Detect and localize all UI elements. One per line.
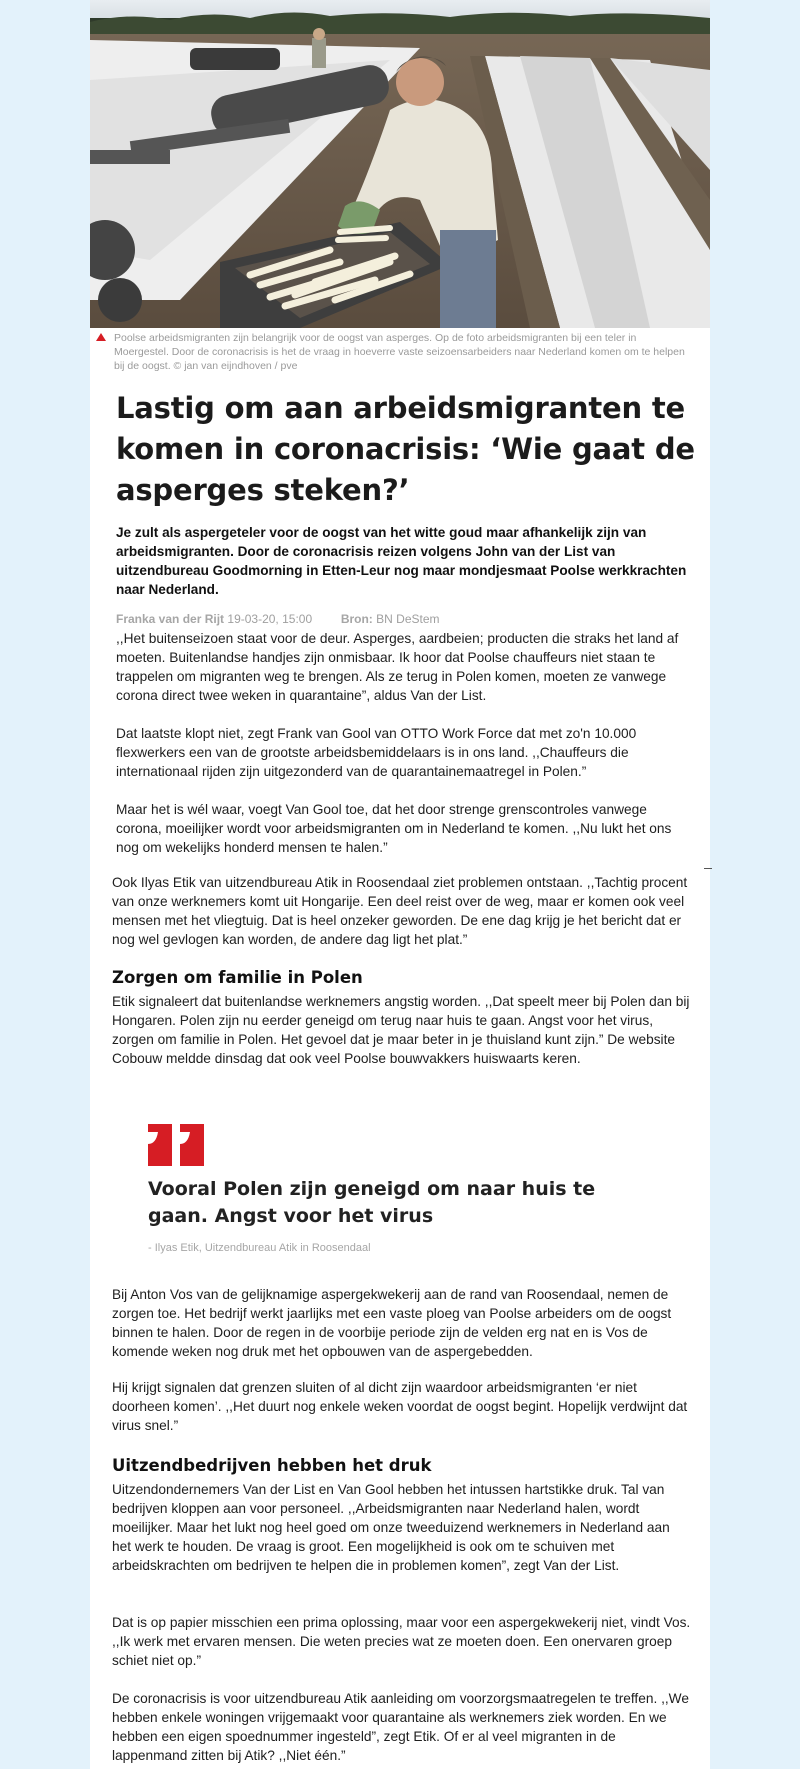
source-name: BN DeStem bbox=[376, 612, 440, 626]
paragraph: ,,Het buitenseizoen staat voor de deur. Asperges, aardbeien; producten die straks het land af moeten. Buitenlandse handjes zijn onmisbaar. Ik hoor dat Poolse chauffeurs niet staan te trappelen om migranten weg te brengen. Als ze terug in Polen komen, moeten ze vanwege corona direct twee weken in quarantaine”, aldus Van der List. bbox=[116, 631, 679, 703]
caption-triangle-icon bbox=[96, 333, 106, 341]
quote-mark-icon bbox=[148, 1124, 208, 1173]
paragraph: Uitzendondernemers Van der List en Van Gool hebben het intussen hartstikke druk. Tal van bedrijven kloppen aan voor personeel. ,,Arbeidsmigranten naar Nederland halen, wordt moeilijker. Maar het lukt nog heel goed om onze tweeduizend werknemers in Nederland aan het werk te houden. De vraag is groot. Een mogelijkheid is ook om te schuiven met arbeidskrachten om bedrijven te helpen die in problemen komen”, zegt Van der List. bbox=[112, 1482, 670, 1573]
source-label: Bron: bbox=[340, 612, 373, 626]
article-headline: Lastig om aan arbeidsmigranten te komen in coronacrisis: ‘Wie gaat de asperges steken?’ bbox=[116, 391, 695, 507]
photo-caption bbox=[114, 331, 694, 373]
paragraph: Hij krijgt signalen dat grenzen sluiten of al dicht zijn waardoor arbeidsmigranten ‘er niet doorheen komen’. ,,Het duurt nog enkele weken voordat de oogst begint. Hopelijk verdwijnt dat virus snel.” bbox=[112, 1380, 688, 1433]
article-meta bbox=[116, 612, 440, 626]
pull-quote-text: Vooral Polen zijn geneigd om naar huis te gaan. Angst voor het virus bbox=[148, 1178, 596, 1227]
divider bbox=[704, 868, 712, 869]
pull-quote-cite: - Ilyas Etik, Uitzendbureau Atik in Roosendaal bbox=[148, 1242, 371, 1254]
article-lead: Je zult als aspergeteler voor de oogst van het witte goud maar afhankelijk zijn van arbeidsmigranten. Door de coronacrisis reizen volgens John van der List van uitzendbureau Goodmorning in Etten-Leur nog maar mondjesmaat Poolse werkkrachten naar Nederland. bbox=[116, 525, 687, 597]
subheading: Zorgen om familie in Polen bbox=[112, 968, 363, 987]
paragraph: Dat laatste klopt niet, zegt Frank van Gool van OTTO Work Force dat met zo'n 10.000 flexwerkers een van de grootste arbeidsbemiddelaars is in ons land. ,,Chauffeurs die internationaal rijden zijn uitgezonderd van de quarantainemaatregel in Polen.” bbox=[116, 726, 637, 779]
article-page bbox=[90, 0, 710, 1769]
asparagus-field-image bbox=[90, 0, 710, 328]
subheading: Uitzendbedrijven hebben het druk bbox=[112, 1456, 432, 1475]
paragraph: Bij Anton Vos van de gelijknamige aspergekwekerij aan de rand van Roosendaal, nemen de zorgen toe. Het bedrijf werkt jaarlijks met een vaste ploeg van Poolse arbeiders om de oogst binnen te halen. Door de regen in de voorbije periode zijn de velden erg nat en is Vos de komende weken nog druk met het opbouwen van de aspergebedden. bbox=[112, 1287, 672, 1359]
paragraph: De coronacrisis is voor uitzendbureau Atik aanleiding om voorzorgsmaatregelen te treffen. ,,We hebben enkele woningen vrijgemaakt voor quarantaine als werknemers ziek worden. En we hebben een eigen spoednummer ingesteld”, zegt Etik. Of er al veel migranten in de lappenmand zitten bij Atik? ,,Niet één.” bbox=[112, 1691, 689, 1763]
caption-text: Poolse arbeidsmigranten zijn belangrijk voor de oogst van asperges. Op de foto arbeidsmigranten bij een teler in Moergestel. Door de coronacrisis is het de vraag in hoeverre vaste seizoensarbeiders naar Nederland komen om te helpen bij de oogst. © jan van eijndhoven / pve bbox=[114, 332, 685, 372]
publish-datetime: 19-03-20, 15:00 bbox=[227, 612, 313, 626]
hero-photo bbox=[90, 0, 710, 328]
paragraph: Etik signaleert dat buitenlandse werknemers angstig worden. ,,Dat speelt meer bij Polen dan bij Hongaren. Polen zijn nu eerder geneigd om terug naar huis te gaan. Angst voor het virus, zorgen om familie in Polen. Het gevoel dat je maar beter in je thuisland kunt zijn.” De website Cobouw meldde dinsdag dat ook veel Poolse bouwvakkers huiswaarts keren. bbox=[112, 994, 690, 1066]
paragraph: Maar het is wél waar, voegt Van Gool toe, dat het door strenge grenscontroles vanwege corona, moeilijker wordt voor arbeidsmigranten om in Nederland te komen. ,,Nu lukt het ons nog om wekelijks honderd mensen te halen.” bbox=[116, 802, 672, 855]
paragraph: Dat is op papier misschien een prima oplossing, maar voor een aspergekwekerij niet, vindt Vos. ,,Ik werk met ervaren mensen. Die weten precies wat ze moeten doen. Een onervaren groep schiet niet op.” bbox=[112, 1615, 691, 1668]
paragraph: Ook Ilyas Etik van uitzendbureau Atik in Roosendaal ziet problemen ontstaan. ,,Tachtig procent van onze werknemers komt uit Hongarije. Een deel reist over de weg, maar er komen ook veel mensen met het vliegtuig. Dat is heel onzeker geworden. De ene dag krijg je het bericht dat er nog wel gevlogen kan worden, de andere dag ligt het plat.” bbox=[112, 875, 688, 947]
author-name: Franka van der Rijt bbox=[116, 612, 225, 626]
